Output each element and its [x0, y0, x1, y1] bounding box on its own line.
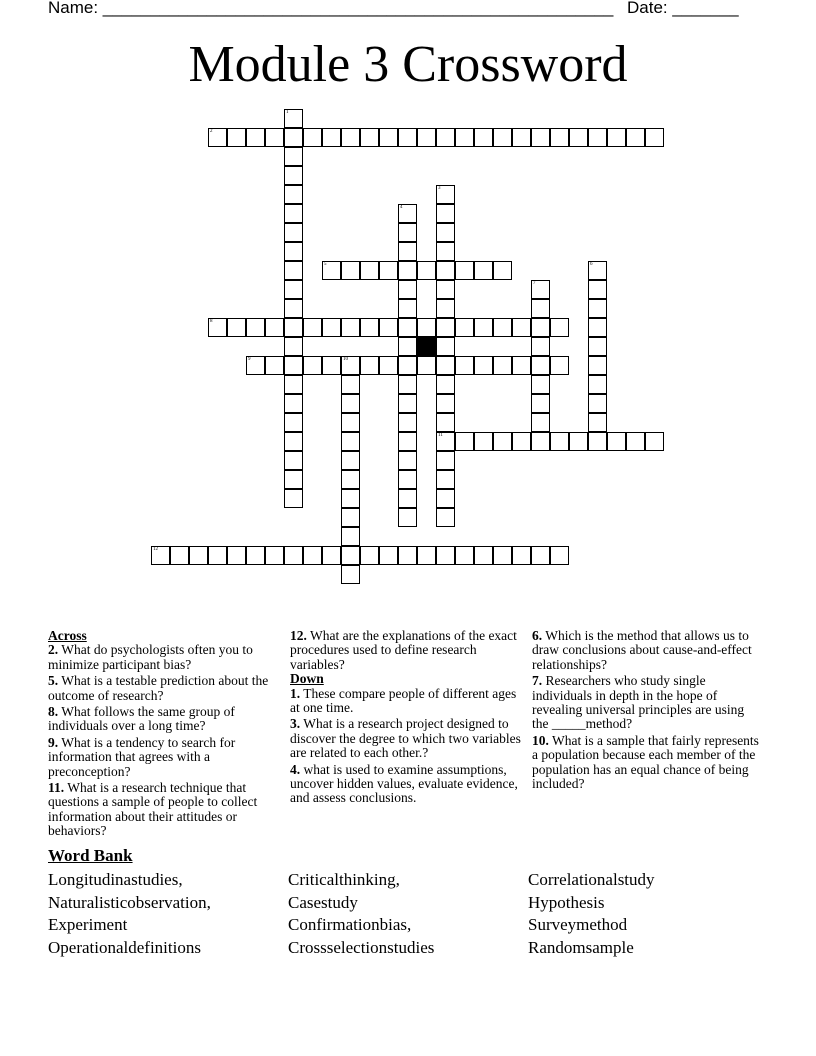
grid-cell[interactable] [398, 299, 417, 318]
down-clue-4: 4. what is used to examine assumptions, uncover hidden values, evaluate evidence, and assess conclusions. [290, 761, 518, 806]
grid-cell[interactable] [284, 185, 303, 204]
grid-cell-8[interactable] [208, 318, 227, 337]
clue-number-label: 7 [533, 281, 536, 286]
grid-cell[interactable] [626, 432, 645, 451]
grid-cell[interactable] [341, 261, 360, 280]
down-clue-3: 3. What is a research project designed to discover the degree to which two variables are related to each other.? [290, 716, 521, 761]
clue-number-label: 11 [438, 433, 443, 438]
grid-cell[interactable] [227, 128, 246, 147]
clue-number-label: 5 [324, 262, 327, 267]
grid-cell[interactable] [512, 546, 531, 565]
grid-cell[interactable] [398, 489, 417, 508]
grid-cell[interactable] [246, 546, 265, 565]
grid-cell[interactable] [379, 546, 398, 565]
grid-cell[interactable] [645, 432, 664, 451]
grid-cell[interactable] [284, 337, 303, 356]
grid-cell[interactable] [436, 413, 455, 432]
grid-cell[interactable] [493, 261, 512, 280]
grid-cell[interactable] [436, 508, 455, 527]
grid-cell[interactable] [474, 318, 493, 337]
grid-cell[interactable] [284, 128, 303, 147]
grid-cell[interactable] [284, 375, 303, 394]
grid-cell[interactable] [474, 356, 493, 375]
clue-number-label: 4 [400, 205, 403, 210]
grid-cell[interactable] [531, 413, 550, 432]
word-bank-item: Correlationalstudy [528, 870, 655, 889]
grid-cell[interactable] [531, 375, 550, 394]
grid-cell[interactable] [341, 318, 360, 337]
grid-cell[interactable] [360, 356, 379, 375]
grid-cell[interactable] [417, 356, 436, 375]
grid-cell[interactable] [341, 489, 360, 508]
grid-cell[interactable] [436, 280, 455, 299]
word-bank-item: Longitudinastudies, [48, 870, 183, 889]
grid-cell-7[interactable] [531, 280, 550, 299]
grid-cell[interactable] [322, 546, 341, 565]
grid-cell[interactable] [493, 318, 512, 337]
word-bank-title: Word Bank [48, 846, 133, 865]
grid-cell[interactable] [284, 299, 303, 318]
grid-cell[interactable] [417, 261, 436, 280]
grid-cell-4[interactable] [398, 204, 417, 223]
grid-cell[interactable] [436, 394, 455, 413]
grid-cell[interactable] [474, 128, 493, 147]
grid-cell[interactable] [379, 318, 398, 337]
grid-cell[interactable] [265, 318, 284, 337]
grid-cell[interactable] [531, 432, 550, 451]
word-bank-item: Casestudy [288, 892, 358, 912]
grid-cell[interactable] [569, 128, 588, 147]
black-square [417, 337, 436, 356]
grid-cell[interactable] [284, 432, 303, 451]
grid-cell[interactable] [227, 546, 246, 565]
grid-cell[interactable] [588, 394, 607, 413]
grid-cell[interactable] [550, 356, 569, 375]
grid-cell[interactable] [303, 128, 322, 147]
grid-cell[interactable] [531, 299, 550, 318]
grid-cell[interactable] [607, 128, 626, 147]
grid-cell[interactable] [531, 318, 550, 337]
grid-cell[interactable] [436, 242, 455, 261]
grid-cell[interactable] [436, 375, 455, 394]
word-bank-item: Hypothesis [528, 892, 605, 912]
grid-cell[interactable] [170, 546, 189, 565]
grid-cell[interactable] [436, 489, 455, 508]
grid-cell[interactable] [398, 337, 417, 356]
grid-cell[interactable] [493, 356, 512, 375]
grid-cell[interactable] [398, 394, 417, 413]
clue-number-label: 3 [438, 186, 441, 191]
grid-cell-9[interactable] [246, 356, 265, 375]
grid-cell[interactable] [341, 546, 360, 565]
down-clue-6: 6. Which is the method that allows us to draw conclusions about cause-and-effect relationships? [532, 628, 752, 672]
grid-cell[interactable] [284, 356, 303, 375]
clue-number-label: 8 [210, 319, 213, 324]
grid-cell[interactable] [398, 508, 417, 527]
grid-cell[interactable] [531, 394, 550, 413]
grid-cell[interactable] [493, 128, 512, 147]
grid-cell[interactable] [398, 261, 417, 280]
date-field-label: Date: _______ [627, 0, 739, 17]
grid-cell[interactable] [417, 546, 436, 565]
grid-cell[interactable] [341, 128, 360, 147]
grid-cell[interactable] [550, 128, 569, 147]
grid-cell[interactable] [284, 470, 303, 489]
grid-cell[interactable] [417, 318, 436, 337]
grid-cell[interactable] [398, 242, 417, 261]
grid-cell[interactable] [569, 432, 588, 451]
grid-cell[interactable] [284, 242, 303, 261]
word-bank-column-1 [48, 869, 211, 960]
clue-number-label: 9 [248, 357, 251, 362]
across-clue-5: 5. What is a testable prediction about the outcome of research? [48, 673, 269, 703]
grid-cell[interactable] [550, 546, 569, 565]
grid-cell[interactable] [474, 546, 493, 565]
grid-cell[interactable] [379, 128, 398, 147]
grid-cell[interactable] [455, 261, 474, 280]
grid-cell[interactable] [341, 394, 360, 413]
word-bank-column-3 [528, 869, 655, 960]
word-bank-item: Experiment [48, 915, 128, 935]
grid-cell[interactable] [398, 356, 417, 375]
grid-cell[interactable] [379, 356, 398, 375]
grid-cell[interactable] [265, 546, 284, 565]
grid-cell[interactable] [550, 318, 569, 337]
grid-cell[interactable] [588, 356, 607, 375]
grid-cell[interactable] [360, 261, 379, 280]
grid-cell-1[interactable] [284, 109, 303, 128]
grid-cell[interactable] [284, 394, 303, 413]
grid-cell[interactable] [379, 261, 398, 280]
grid-cell[interactable] [322, 356, 341, 375]
grid-cell[interactable] [474, 432, 493, 451]
grid-cell-3[interactable] [436, 185, 455, 204]
grid-cell[interactable] [284, 451, 303, 470]
across-heading: Across [48, 628, 87, 643]
grid-cell[interactable] [284, 318, 303, 337]
grid-cell[interactable] [588, 318, 607, 337]
grid-cell[interactable] [398, 413, 417, 432]
grid-cell[interactable] [436, 204, 455, 223]
clues-column-1 [48, 629, 276, 839]
grid-cell[interactable] [284, 166, 303, 185]
grid-cell[interactable] [455, 356, 474, 375]
grid-cell[interactable] [531, 356, 550, 375]
grid-cell[interactable] [341, 565, 360, 584]
grid-cell[interactable] [550, 432, 569, 451]
grid-cell[interactable] [493, 546, 512, 565]
word-bank-item: Surveymethod [528, 915, 628, 935]
grid-cell[interactable] [645, 128, 664, 147]
grid-cell[interactable] [246, 128, 265, 147]
grid-cell[interactable] [398, 375, 417, 394]
word-bank-item: Operationaldefinitions [48, 938, 201, 958]
grid-cell[interactable] [512, 356, 531, 375]
grid-cell-5[interactable] [322, 261, 341, 280]
grid-cell[interactable] [360, 546, 379, 565]
grid-cell[interactable] [398, 432, 417, 451]
clue-number-label: 2 [210, 129, 213, 134]
down-heading: Down [290, 671, 324, 687]
grid-cell[interactable] [208, 546, 227, 565]
grid-cell[interactable] [626, 128, 645, 147]
grid-cell[interactable] [341, 451, 360, 470]
clues-column-3 [532, 629, 762, 791]
grid-cell[interactable] [284, 223, 303, 242]
grid-cell[interactable] [284, 413, 303, 432]
across-clue-9: 9. What is a tendency to search for information that agrees with a preconception? [48, 734, 236, 779]
grid-cell[interactable] [360, 318, 379, 337]
grid-cell[interactable] [398, 546, 417, 565]
grid-cell[interactable] [531, 546, 550, 565]
grid-cell[interactable] [284, 261, 303, 280]
grid-cell[interactable] [189, 546, 208, 565]
grid-cell[interactable] [512, 432, 531, 451]
across-clue-8: 8. What follows the same group of individuals over a long time? [48, 704, 235, 734]
clue-number-label: 10 [343, 357, 348, 362]
grid-cell[interactable] [322, 318, 341, 337]
grid-cell[interactable] [588, 432, 607, 451]
across-clue-12: 12. What are the explanations of the exact procedures used to define research variables? [290, 628, 517, 672]
grid-cell[interactable] [455, 546, 474, 565]
clue-number-label: 6 [590, 262, 593, 267]
clues-column-2 [290, 629, 526, 806]
grid-cell[interactable] [398, 318, 417, 337]
grid-cell[interactable] [341, 375, 360, 394]
grid-cell[interactable] [417, 128, 436, 147]
grid-cell[interactable] [360, 128, 379, 147]
grid-cell-2[interactable] [208, 128, 227, 147]
grid-cell-12[interactable] [151, 546, 170, 565]
grid-cell[interactable] [436, 299, 455, 318]
grid-cell[interactable] [284, 280, 303, 299]
word-bank-item: Crossselectionstudies [288, 938, 435, 958]
grid-cell[interactable] [588, 128, 607, 147]
grid-cell[interactable] [341, 527, 360, 546]
grid-cell[interactable] [398, 451, 417, 470]
word-bank-item: Naturalisticobservation, [48, 892, 211, 912]
grid-cell[interactable] [227, 318, 246, 337]
grid-cell[interactable] [436, 128, 455, 147]
word-bank-item: Confirmationbias, [288, 915, 412, 935]
grid-cell[interactable] [303, 318, 322, 337]
grid-cell[interactable] [455, 432, 474, 451]
grid-cell[interactable] [588, 375, 607, 394]
grid-cell[interactable] [531, 128, 550, 147]
grid-cell[interactable] [588, 413, 607, 432]
grid-cell[interactable] [474, 261, 493, 280]
grid-cell[interactable] [284, 546, 303, 565]
grid-cell[interactable] [588, 299, 607, 318]
grid-cell[interactable] [284, 489, 303, 508]
grid-cell[interactable] [436, 451, 455, 470]
grid-cell[interactable] [436, 470, 455, 489]
down-clue-10: 10. What is a sample that fairly represents a population because each member of the population has an equal chance of being included? [532, 732, 759, 792]
grid-cell[interactable] [265, 128, 284, 147]
word-bank-item: Randomsample [528, 938, 634, 958]
grid-cell-6[interactable] [588, 261, 607, 280]
grid-cell[interactable] [512, 318, 531, 337]
grid-cell[interactable] [436, 546, 455, 565]
grid-cell[interactable] [493, 432, 512, 451]
grid-cell[interactable] [398, 128, 417, 147]
grid-cell[interactable] [303, 546, 322, 565]
grid-cell[interactable] [436, 261, 455, 280]
grid-cell[interactable] [398, 223, 417, 242]
grid-cell[interactable] [436, 337, 455, 356]
page-title: Module 3 Crossword [188, 36, 628, 93]
grid-cell-11[interactable] [436, 432, 455, 451]
grid-cell[interactable] [398, 470, 417, 489]
name-field-label: Name: ______________________________________________________ [48, 0, 614, 17]
grid-cell[interactable] [436, 318, 455, 337]
grid-cell[interactable] [588, 337, 607, 356]
grid-cell[interactable] [303, 356, 322, 375]
grid-cell[interactable] [246, 318, 265, 337]
grid-cell[interactable] [284, 147, 303, 166]
grid-cell[interactable] [341, 508, 360, 527]
grid-cell[interactable] [265, 356, 284, 375]
grid-cell[interactable] [588, 280, 607, 299]
grid-cell[interactable] [284, 204, 303, 223]
grid-cell[interactable] [607, 432, 626, 451]
grid-cell-10[interactable] [341, 356, 360, 375]
across-clue-11: 11. What is a research technique that questions a sample of people to collect information about their attitudes or behaviors? [48, 780, 258, 839]
down-clue-7: 7. Researchers who study single individuals in depth in the hope of revealing universal principles are using the _____method? [532, 673, 745, 732]
word-bank-column-2 [288, 869, 434, 960]
grid-cell[interactable] [436, 356, 455, 375]
grid-cell[interactable] [455, 128, 474, 147]
down-clue-1: 1. These compare people of different ages at one time. [290, 685, 517, 716]
grid-cell[interactable] [531, 337, 550, 356]
across-clue-2: 2. What do psychologists often you to minimize participant bias? [48, 642, 253, 672]
grid-cell[interactable] [455, 318, 474, 337]
grid-cell[interactable] [322, 128, 341, 147]
grid-cell[interactable] [341, 413, 360, 432]
grid-cell[interactable] [398, 280, 417, 299]
grid-cell[interactable] [341, 432, 360, 451]
grid-cell[interactable] [341, 470, 360, 489]
word-bank-item: Criticalthinking, [288, 870, 400, 889]
grid-cell[interactable] [512, 128, 531, 147]
grid-cell[interactable] [436, 223, 455, 242]
clue-number-label: 12 [153, 547, 158, 552]
clue-number-label: 1 [286, 110, 289, 115]
